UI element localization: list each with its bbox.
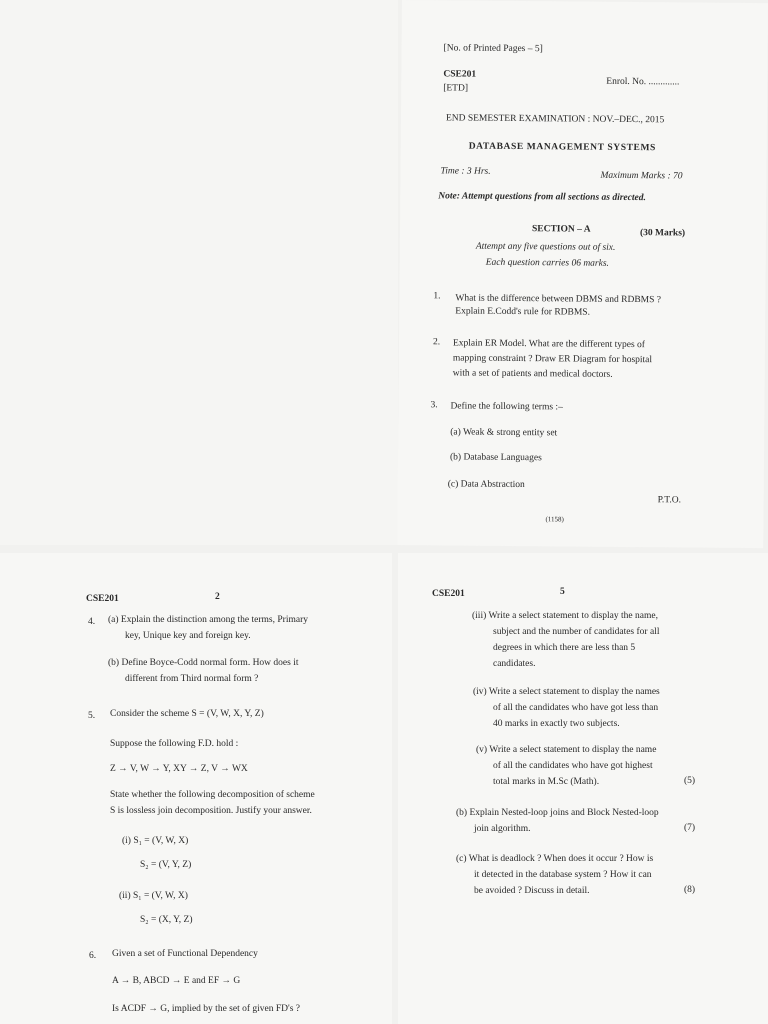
- printed-pages: [No. of Printed Pages – 5]: [443, 43, 543, 55]
- blank-page: [0, 0, 398, 545]
- q5-option: (i) S₁ = (V, W, X): [122, 836, 189, 846]
- q2-number: 2.: [432, 337, 441, 348]
- subject-title: DATABASE MANAGEMENT SYSTEMS: [468, 141, 656, 154]
- q5-line: S is lossless join decomposition. Justify your answer.: [110, 806, 312, 816]
- q2-line: Explain ER Model. What are the different types of: [452, 338, 646, 351]
- q1-line: Explain E.Codd's rule for RDBMS.: [455, 306, 591, 318]
- max-marks: Maximum Marks : 70: [600, 170, 683, 182]
- course-code: CSE201: [86, 594, 119, 604]
- page-number: 2: [215, 592, 220, 602]
- section-title: SECTION – A: [531, 224, 591, 235]
- q4-number: 4.: [88, 617, 96, 627]
- q4b-line: (b) Define Boyce-Codd normal form. How does it: [108, 658, 299, 668]
- time-label: Time : 3 Hrs.: [440, 166, 491, 177]
- q6-line: Given a set of Functional Dependency: [112, 949, 258, 959]
- q5-option: S₂ = (X, Y, Z): [140, 915, 193, 925]
- q-c-line: it detected in the database system ? How it can: [474, 870, 652, 880]
- q5-line: Consider the scheme S = (V, W, X, Y, Z): [110, 709, 264, 719]
- exam-page-2: [0, 553, 392, 1024]
- q-v-line: (v) Write a select statement to display the name: [476, 745, 657, 755]
- q-iv-line: of all the candidates who have got less than: [493, 703, 659, 713]
- q-v-line: of all the candidates who have got highest: [493, 761, 653, 771]
- q-iii-line: candidates.: [493, 659, 536, 669]
- q1-line: What is the difference between DBMS and RDBMS ?: [455, 293, 662, 306]
- section-marks: (30 Marks): [639, 228, 686, 239]
- q1-number: 1.: [433, 291, 441, 302]
- exam-page-5: [398, 553, 768, 1024]
- q2-line: mapping constraint ? Draw ER Diagram for hospital: [452, 353, 653, 366]
- q5-line: Suppose the following F.D. hold :: [110, 739, 239, 749]
- exam-title: END SEMESTER EXAMINATION : NOV.–DEC., 2015: [445, 113, 665, 126]
- q3-item: (c) Data Abstraction: [447, 479, 525, 491]
- q5-number: 5.: [88, 711, 96, 721]
- q5-line: State whether the following decomposition of scheme: [110, 790, 315, 800]
- q6-line: A → B, ABCD → E and EF → G: [112, 976, 241, 986]
- q-iii-line: degrees in which there are less than 5: [493, 643, 636, 653]
- q-iii-line: (iii) Write a select statement to display the name,: [472, 611, 658, 621]
- q2-line: with a set of patients and medical doctors.: [452, 368, 613, 380]
- exam-page-1: [397, 0, 768, 548]
- q3-number: 3.: [430, 400, 438, 411]
- q4b-line: different from Third normal form ?: [125, 674, 259, 684]
- course-code: CSE201: [443, 69, 477, 80]
- q5-fd: Z → V, W → Y, XY → Z, V → WX: [110, 764, 248, 774]
- q-iv-line: (iv) Write a select statement to display the names: [473, 687, 660, 697]
- q-v-marks: (5): [684, 776, 696, 786]
- q-b-line: join algorithm.: [474, 824, 531, 834]
- q-b-marks: (7): [684, 823, 696, 833]
- q-iv-line: 40 marks in exactly two subjects.: [493, 719, 620, 729]
- q5-option: S₂ = (V, Y, Z): [140, 860, 192, 870]
- q4a-line: key, Unique key and foreign key.: [125, 631, 251, 641]
- q-b-line: (b) Explain Nested-loop joins and Block Nested-loop: [456, 808, 659, 818]
- note-text: Note: Attempt questions from all sections as directed.: [438, 191, 646, 204]
- course-code: CSE201: [432, 589, 465, 599]
- instruction-1: Attempt any five questions out of six.: [475, 241, 616, 253]
- etd-label: [ETD]: [443, 83, 469, 94]
- q3-item: (a) Weak & strong entity set: [450, 427, 558, 439]
- q4a-line: (a) Explain the distinction among the terms, Primary: [108, 615, 308, 625]
- q6-line: Is ACDF → G, implied by the set of given FD's ?: [112, 1004, 301, 1014]
- paper-code: (1158): [545, 515, 564, 524]
- q6-number: 6.: [89, 951, 97, 961]
- page-number: 5: [560, 587, 565, 597]
- enrol-number: Enrol. No. .............: [606, 76, 680, 88]
- q3-line: Define the following terms :–: [450, 401, 563, 413]
- q-c-marks: (8): [684, 885, 696, 895]
- q-iii-line: subject and the number of candidates for all: [493, 627, 660, 637]
- q-c-line: (c) What is deadlock ? When does it occur ? How is: [456, 854, 654, 864]
- q-c-line: be avoided ? Discuss in detail.: [474, 886, 590, 896]
- pto-label: P.T.O.: [657, 495, 682, 506]
- q5-option: (ii) S₁ = (V, W, X): [119, 891, 188, 901]
- q-v-line: total marks in M.Sc (Math).: [493, 777, 600, 787]
- instruction-2: Each question carries 06 marks.: [485, 257, 609, 269]
- q3-item: (b) Database Languages: [449, 452, 542, 464]
